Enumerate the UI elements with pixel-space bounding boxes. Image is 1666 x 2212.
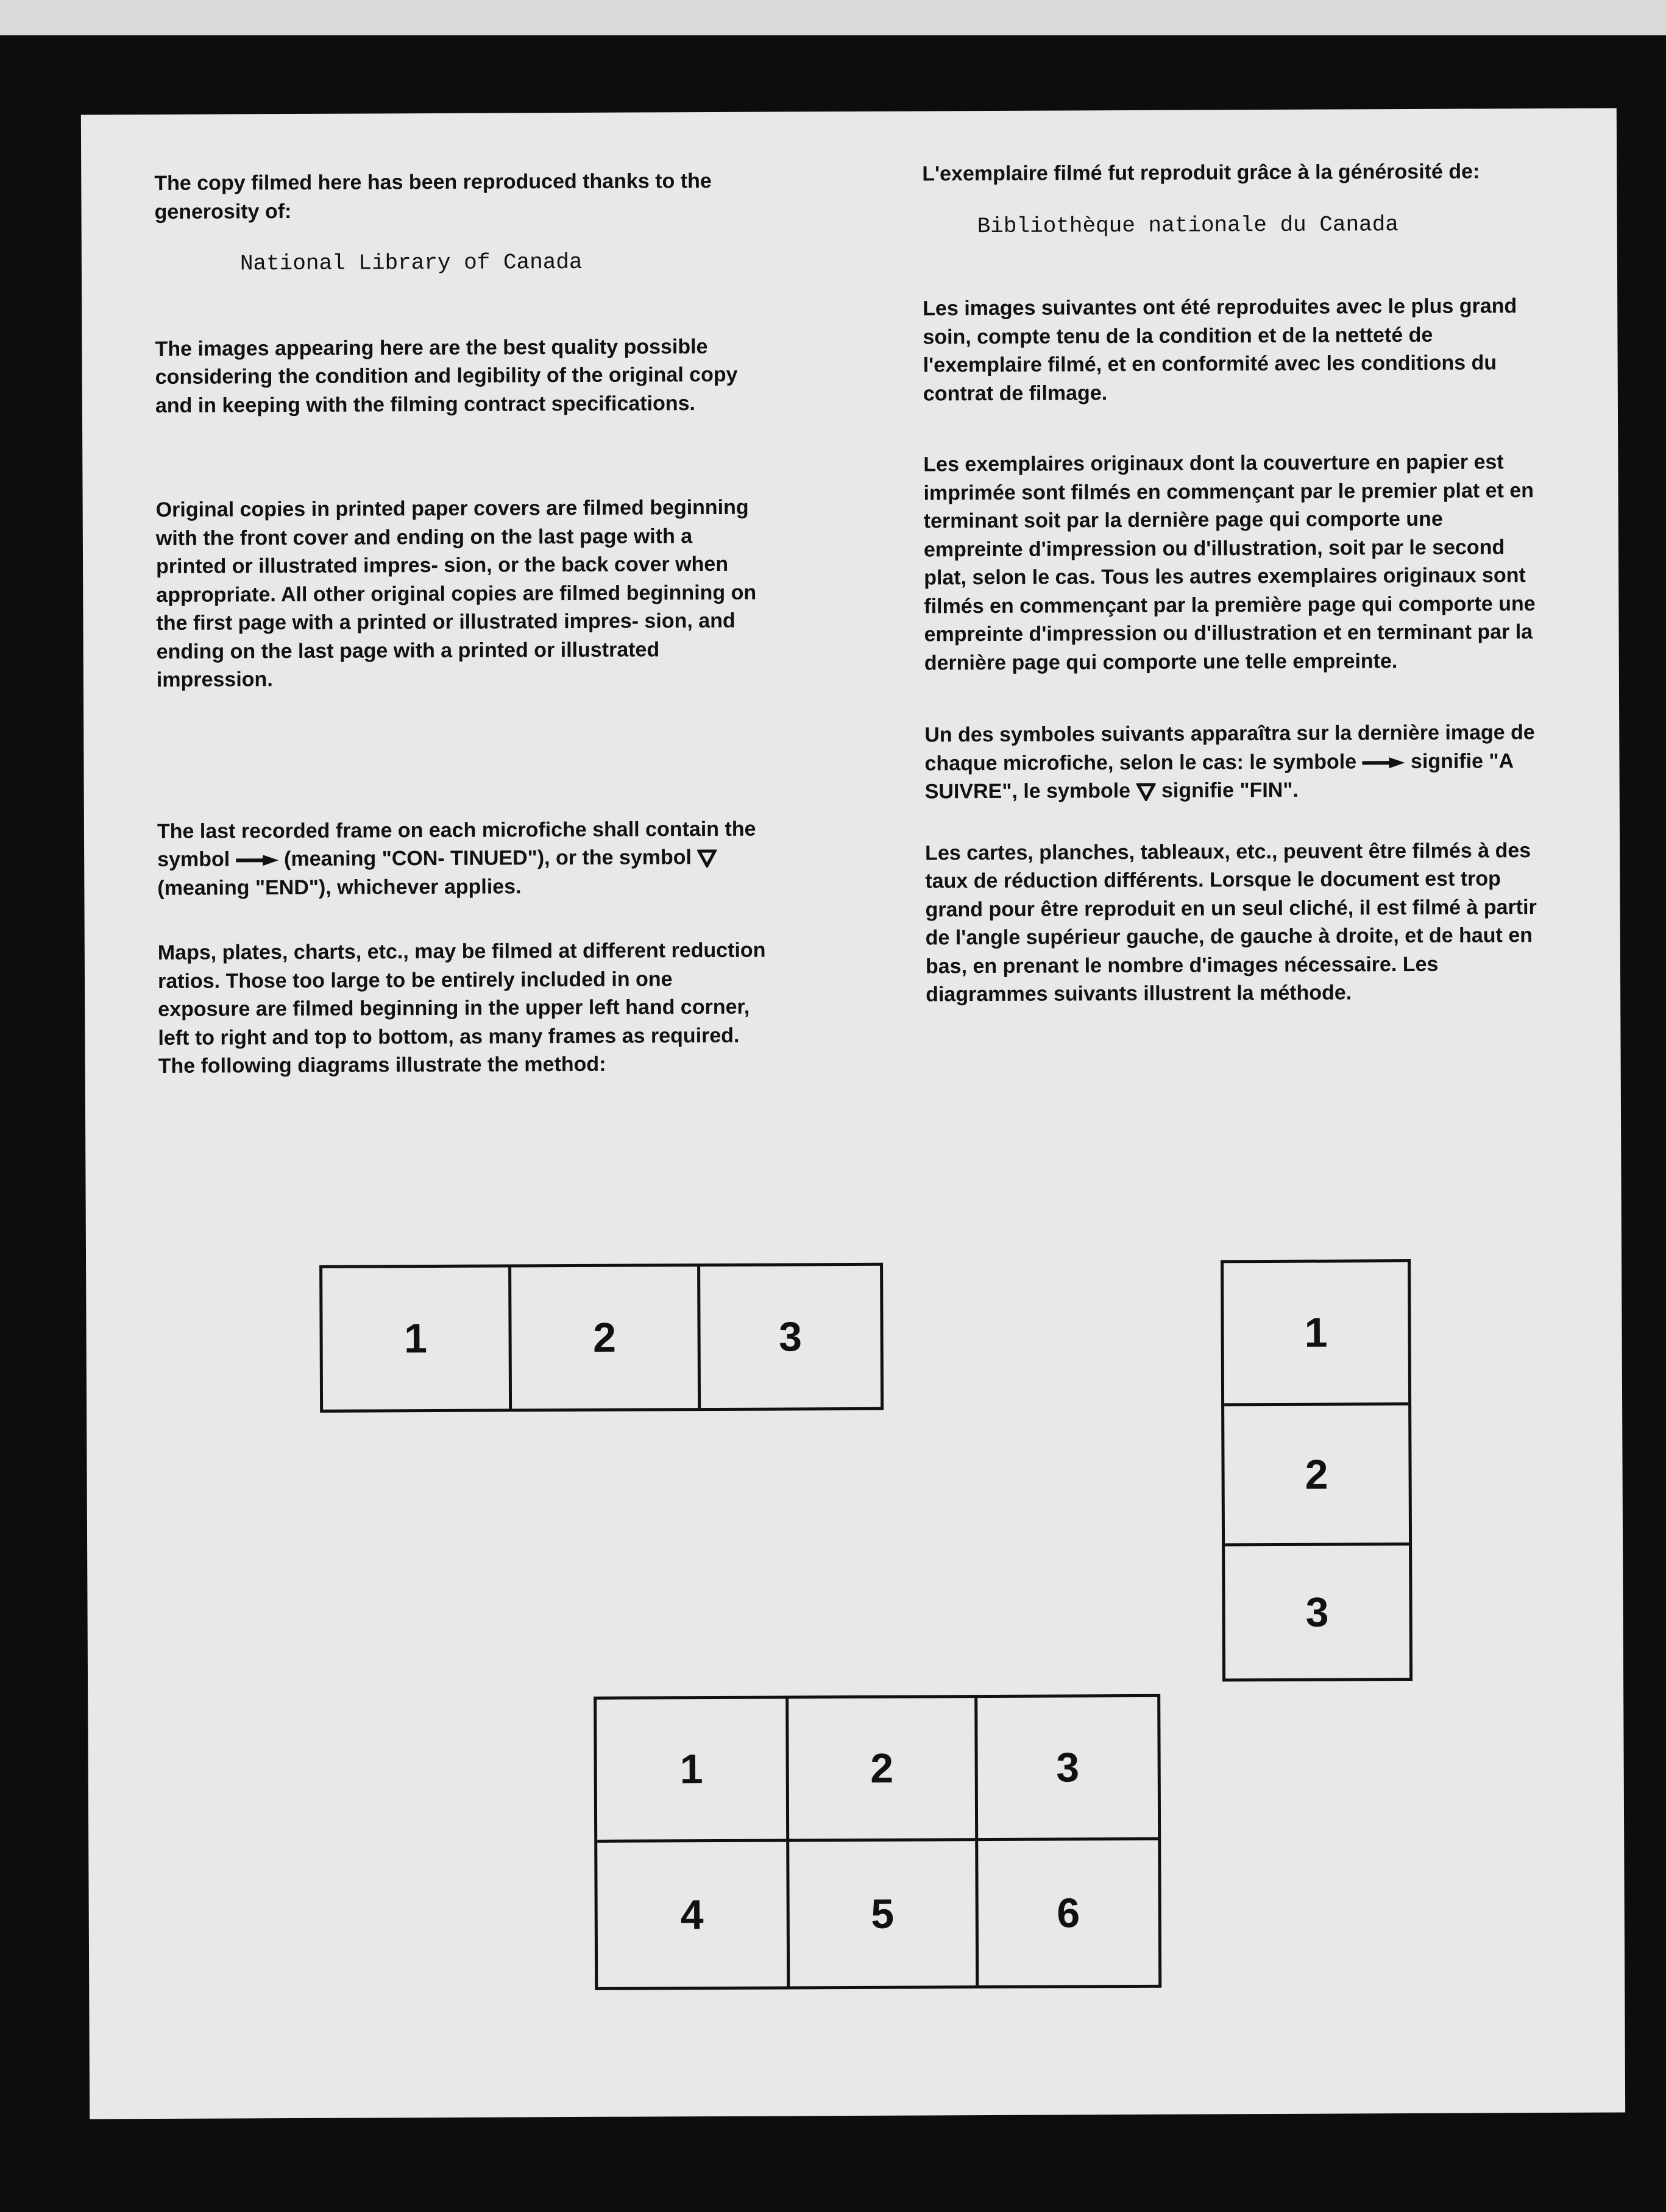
diagram-frame: 1 xyxy=(1304,1309,1328,1356)
english-symbol-text-c: (meaning "END"), whichever applies. xyxy=(157,874,522,900)
french-maps-note: Les cartes, planches, tableaux, etc., peuvent être filmés à des taux de réduction différents. Lorsque le document est trop grand pour être reproduit en un seul cliché, il est filmé à partir de l'angle supérieur gauche, de gauche à droite, et de haut en bas, en prenant le nombre d'images nécessaire. Les diagrammes suivants illustrent la méthode. xyxy=(925,838,1537,1006)
english-quality-note: The images appearing here are the best quality possible considering the condition and legibility of the original copy and in keeping with the filming contract specifications. xyxy=(155,334,738,417)
diagram-frame: 1 xyxy=(404,1315,428,1362)
diagram-frame: 5 xyxy=(786,1838,976,1986)
french-covers-note: Les exemplaires originaux dont la couverture en papier est imprimée sont filmés en commençant par le premier plat et en terminant soit par la dernière page qui comporte une empreinte d'impression ou d'illustration, soit par le second plat, selon le cas. Tous les autres exemplaires originaux sont filmés en commençant par la première page qui comporte une empreinte d'impression ou d'illustration et en terminant par la dernière page qui comporte une telle empreinte. xyxy=(923,450,1536,674)
english-maps-note: Maps, plates, charts, etc., may be filmed at different reduction ratios. Those too large to be entirely included in one exposure are filmed beginning in the upper left hand corner, left to right and top to bottom, as many frames as required. The following diagrams illustrate the method: xyxy=(157,938,766,1078)
english-symbol-note xyxy=(157,814,767,902)
diagram-horizontal-row xyxy=(319,1263,884,1413)
diagram-vertical-column xyxy=(1221,1259,1413,1681)
english-symbol-text-b: (meaning "CON- TINUED"), or the symbol xyxy=(284,846,692,871)
diagram-frame: 4 xyxy=(597,1839,787,1987)
diagram-frame: 2 xyxy=(1224,1402,1409,1543)
diagram-grid xyxy=(594,1694,1161,1990)
diagram-frame: 3 xyxy=(974,1697,1158,1838)
target-page xyxy=(81,108,1625,2119)
french-symbol-text-c: signifie "FIN". xyxy=(1161,778,1299,802)
french-quality-note: Les images suivantes ont été reproduites avec le plus grand soin, compte tenu de la condition et de la netteté de l'exemplaire filmé, et en conformité avec les conditions du contrat de filmage. xyxy=(923,294,1517,405)
diagram-frame: 3 xyxy=(1225,1542,1409,1678)
french-symbol-text-b: signifie "A SUIVRE", le symbole xyxy=(924,749,1513,804)
english-library-name: National Library of Canada xyxy=(239,249,583,277)
diagram-frame: 2 xyxy=(508,1267,698,1408)
french-symbol-note xyxy=(924,718,1547,806)
english-symbol-text-a: The last recorded frame on each microfiche shall contain the symbol xyxy=(157,817,756,871)
diagram-frame: 6 xyxy=(975,1837,1158,1985)
english-column xyxy=(154,167,768,1081)
french-symbol-text-a: Un des symboles suivants apparaîtra sur la dernière image de chaque microfiche, selon le cas: le symbole xyxy=(924,721,1535,775)
microfilm-frame xyxy=(0,35,1666,2212)
english-thanks: The copy filmed here has been reproduced thanks to the generosity of: xyxy=(154,169,712,224)
diagram-frame: 1 xyxy=(679,1746,703,1793)
french-column xyxy=(922,157,1547,1009)
right-arrow-icon xyxy=(236,853,278,867)
diagram-frame: 2 xyxy=(785,1698,975,1839)
french-library-name: Bibliothèque nationale du Canada xyxy=(977,211,1399,239)
french-thanks: L'exemplaire filmé fut reproduit grâce à la générosité de: xyxy=(922,160,1480,186)
right-arrow-icon xyxy=(1363,756,1405,769)
down-triangle-icon xyxy=(697,849,717,867)
english-covers-note: Original copies in printed paper covers are filmed beginning with the front cover and ending on the last page with a printed or illustrated impres- sion, or the back cover when appropriate. All other original copies are filmed beginning on the first page with a printed or illustrated impres- sion, and ending on the last page with a printed or illustrated impression. xyxy=(155,495,757,691)
down-triangle-icon xyxy=(1136,783,1155,801)
diagram-frame: 3 xyxy=(697,1266,881,1408)
